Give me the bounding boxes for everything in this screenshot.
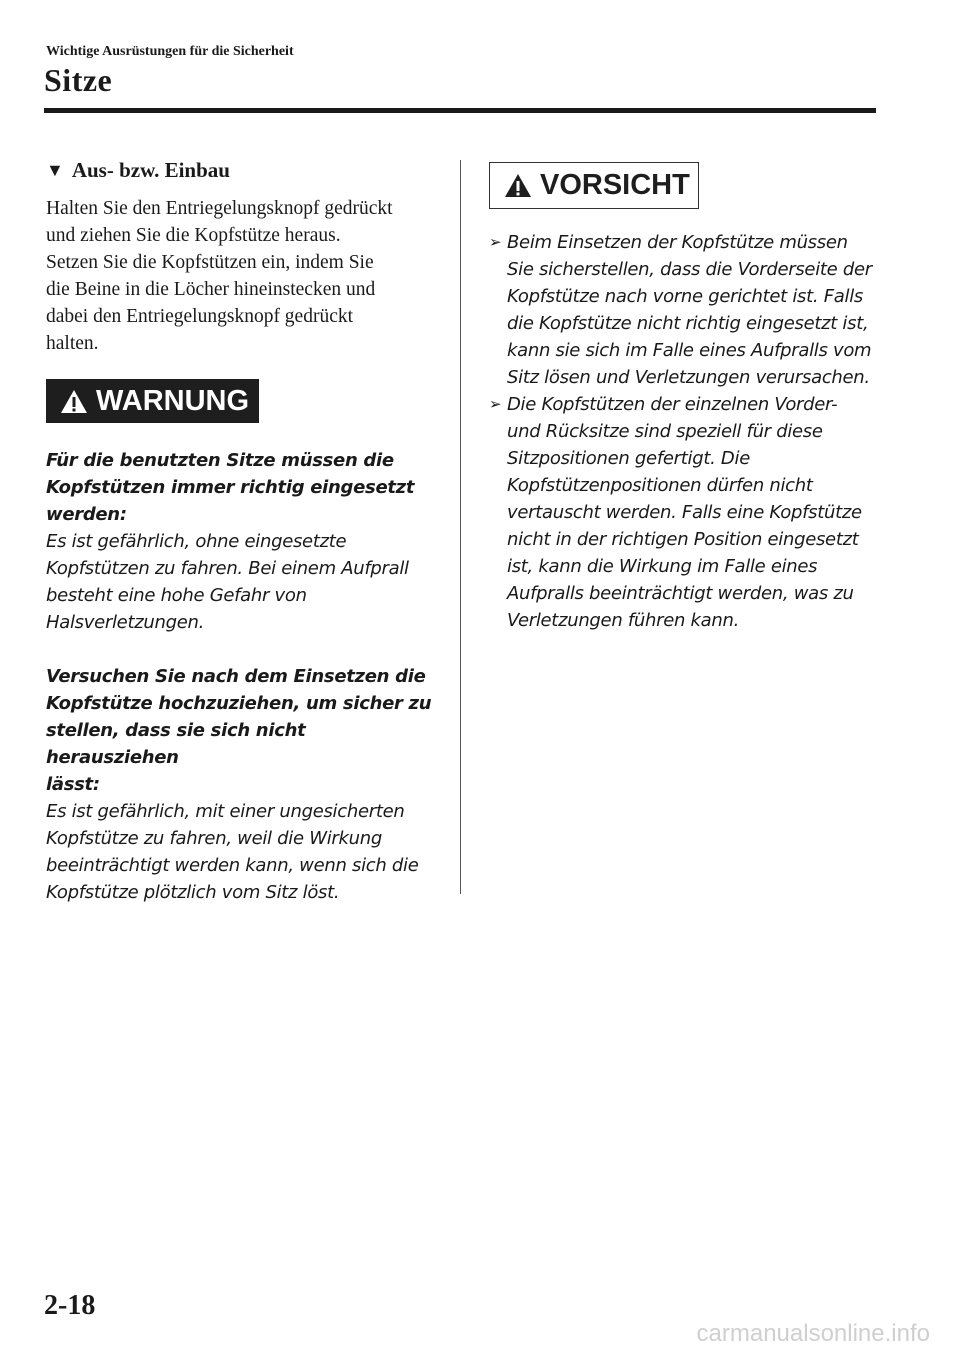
text-line: Es ist gefährlich, ohne eingesetzte — [46, 531, 347, 552]
list-item — [489, 391, 879, 634]
text-line: Kopfstütze plötzlich vom Sitz löst. — [46, 882, 340, 903]
warning-heading — [46, 447, 436, 528]
instruction-paragraph — [46, 195, 436, 357]
text-line: besteht eine hohe Gefahr von — [46, 585, 307, 606]
section-header: Wichtige Ausrüstungen für die Sicherheit — [46, 44, 294, 59]
body-line: dabei den Entriegelungsknopf gedrückt — [46, 306, 354, 327]
body-line: und ziehen Sie die Kopfstütze heraus. — [46, 225, 341, 246]
text-line: beeinträchtigt werden kann, wenn sich die — [46, 855, 419, 876]
body-line: halten. — [46, 333, 99, 354]
page-number: 2-18 — [44, 1290, 96, 1321]
text-line: kann sie sich im Falle eines Aufpralls vom — [507, 340, 872, 361]
text-line: Kopfstütze zu fahren, weil die Wirkung — [46, 828, 382, 849]
warning-icon — [60, 389, 88, 414]
subsection-heading — [46, 158, 436, 183]
body-line: die Beine in die Löcher hineinstecken und — [46, 279, 376, 300]
warning-badge — [46, 379, 259, 423]
text-line: nicht in der richtigen Position eingesetzt — [507, 529, 859, 550]
warning-label: WARNUNG — [96, 384, 250, 417]
body-line: Halten Sie den Entriegelungsknopf gedrückt — [46, 198, 393, 219]
warning-body — [46, 798, 436, 906]
text-line: Beim Einsetzen der Kopfstütze müssen — [507, 232, 848, 253]
body-line: Setzen Sie die Kopfstützen ein, indem Sie — [46, 252, 374, 273]
warning-text — [46, 447, 436, 906]
caution-badge — [489, 162, 699, 209]
text-line: Aufpralls beeinträchtigt werden, was zu — [507, 583, 854, 604]
text-line: lässt: — [46, 774, 100, 795]
warning-body — [46, 528, 436, 636]
watermark: carmanualsonline.info — [696, 1320, 930, 1347]
text-line: Kopfstütze nach vorne gerichtet ist. Falls — [507, 286, 863, 307]
caution-label: VORSICHT — [540, 169, 690, 201]
page-title: Sitze — [44, 62, 113, 98]
warning-heading — [46, 663, 436, 798]
column-divider — [460, 160, 461, 894]
text-line: die Kopfstütze nicht richtig eingesetzt ist, — [507, 313, 869, 334]
text-line: stellen, dass sie sich nicht herausziehen — [46, 720, 306, 768]
arrow-bullet-icon: ➢ — [489, 233, 502, 251]
text-line: vertauscht werden. Falls eine Kopfstütze — [507, 502, 862, 523]
left-column — [46, 158, 436, 906]
text-line: Die Kopfstützen der einzelnen Vorder- — [507, 394, 838, 415]
spacer — [46, 636, 436, 663]
warning-icon — [504, 173, 532, 198]
text-line: Kopfstützenpositionen dürfen nicht — [507, 475, 813, 496]
text-line: Versuchen Sie nach dem Einsetzen die — [46, 666, 426, 687]
text-line: Sie sicherstellen, dass die Vorderseite der — [507, 259, 872, 280]
text-line: Sitz lösen und Verletzungen verursachen. — [507, 367, 870, 388]
text-line: Für die benutzten Sitze müssen die — [46, 450, 394, 471]
text-line: Kopfstützen immer richtig eingesetzt — [46, 477, 415, 498]
right-column — [489, 162, 879, 652]
text-line: und Rücksitze sind speziell für diese — [507, 421, 823, 442]
header-divider — [44, 108, 876, 113]
subsection-heading-text: Aus- bzw. Einbau — [71, 158, 230, 182]
text-line: Kopfstütze hochzuziehen, um sicher zu — [46, 693, 432, 714]
text-line: ist, kann die Wirkung im Falle eines — [507, 556, 818, 577]
text-line: Es ist gefährlich, mit einer ungesicherten — [46, 801, 405, 822]
text-line: Sitzpositionen gefertigt. Die — [507, 448, 750, 469]
arrow-bullet-icon: ➢ — [489, 395, 502, 413]
caution-list — [489, 229, 879, 634]
text-line: Halsverletzungen. — [46, 612, 204, 633]
list-item — [489, 229, 879, 391]
text-line: Kopfstützen zu fahren. Bei einem Aufprall — [46, 558, 409, 579]
text-line: Verletzungen führen kann. — [507, 610, 740, 631]
triangle-down-icon: ▼ — [46, 160, 64, 180]
text-line: werden: — [46, 504, 127, 525]
